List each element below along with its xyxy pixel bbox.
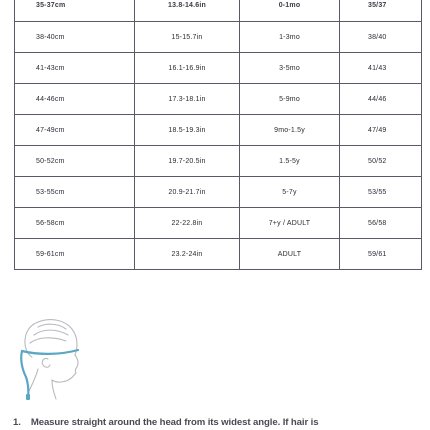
hat-size: 53/55 — [340, 177, 422, 208]
head-circumference-cm: 44-46cm — [15, 84, 135, 115]
head-circumference-inch: 23.2-24in — [135, 239, 240, 270]
size-row — [15, 53, 422, 84]
head-circumference-cm: 53-55cm — [15, 177, 135, 208]
head-circumference-inch: 20.9-21.7in — [135, 177, 240, 208]
head-circumference-inch: 17.3-18.1in — [135, 84, 240, 115]
size-row — [15, 115, 422, 146]
age-range: 1.5-5y — [240, 146, 340, 177]
hat-size: 44/46 — [340, 84, 422, 115]
size-chart-table — [14, 0, 422, 270]
size-row — [15, 22, 422, 53]
head-circumference-inch: 18.5-19.3in — [135, 115, 240, 146]
hat-size: 35/37 — [340, 0, 422, 22]
head-circumference-cm: 35-37cm — [15, 0, 135, 22]
age-range: 7+y / ADULT — [240, 208, 340, 239]
hat-size: 56/58 — [340, 208, 422, 239]
head-circumference-inch: 16.1-16.9in — [135, 53, 240, 84]
head-measurement-icon — [8, 313, 98, 401]
head-circumference-cm: 56-58cm — [15, 208, 135, 239]
size-row — [15, 239, 422, 270]
age-range: 3-5mo — [240, 53, 340, 84]
age-range: 5-9mo — [240, 84, 340, 115]
head-circumference-cm: 41-43cm — [15, 53, 135, 84]
head-circumference-inch: 13.8-14.6in — [135, 0, 240, 22]
head-circumference-inch: 22-22.8in — [135, 208, 240, 239]
hat-size: 50/52 — [340, 146, 422, 177]
age-range: 5-7y — [240, 177, 340, 208]
head-circumference-inch: 15-15.7in — [135, 22, 240, 53]
size-row — [15, 84, 422, 115]
head-circumference-cm: 38-40cm — [15, 22, 135, 53]
head-circumference-cm: 50-52cm — [15, 146, 135, 177]
head-circumference-inch: 19.7-20.5in — [135, 146, 240, 177]
head-measurement-illustration — [8, 313, 98, 401]
hat-size: 41/43 — [340, 53, 422, 84]
head-circumference-cm: 47-49cm — [15, 115, 135, 146]
age-range: 9mo-1.5y — [240, 115, 340, 146]
age-range: 0-1mo — [240, 0, 340, 22]
size-row — [15, 177, 422, 208]
hat-size: 47/49 — [340, 115, 422, 146]
size-row — [15, 208, 422, 239]
instruction-step-text: Measure straight around the head from its widest angle. If hair is — [30, 417, 319, 428]
measurement-instruction — [13, 417, 318, 428]
size-row — [15, 146, 422, 177]
hat-size: 38/40 — [340, 22, 422, 53]
head-circumference-cm: 59-61cm — [15, 239, 135, 270]
hat-size: 59/61 — [340, 239, 422, 270]
instruction-step-number: 1. — [13, 417, 21, 428]
size-row — [15, 0, 422, 22]
age-range: ADULT — [240, 239, 340, 270]
age-range: 1-3mo — [240, 22, 340, 53]
